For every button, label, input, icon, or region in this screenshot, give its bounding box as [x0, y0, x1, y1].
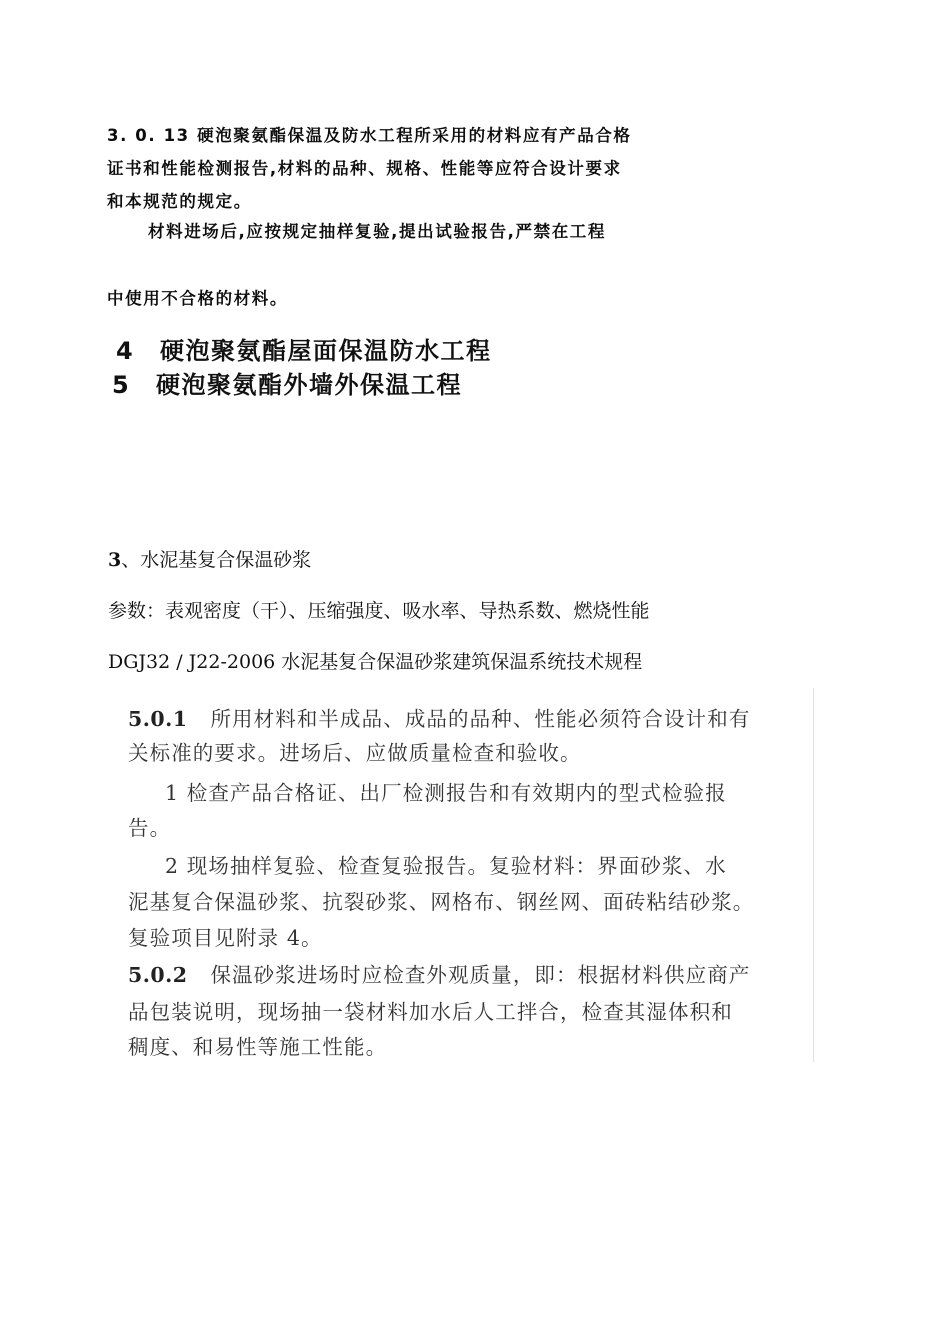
- clause-3013-line-2: 证书和性能检测报告,材料的品种、规格、性能等应符合设计要求: [107, 159, 622, 178]
- item-3-heading: [108, 545, 311, 572]
- chapter-number: 5: [112, 371, 131, 399]
- clause-3013-line-5: 中使用不合格的材料。: [107, 289, 288, 308]
- clause-3013-line-3: 和本规范的规定。: [107, 192, 252, 211]
- item-number: 3: [108, 549, 122, 571]
- clause-502-line-2: 品包装说明，现场抽一袋材料加水后人工拌合，检查其湿体积和: [128, 1000, 733, 1024]
- clause-501-number: 5.0.1: [128, 707, 188, 731]
- clause-501-line-1: [128, 702, 750, 732]
- chapter-title: 硬泡聚氨酯屋面保温防水工程: [160, 337, 492, 365]
- item-3-params: 参数：表观密度（干）、压缩强度、吸水率、导热系数、燃烧性能: [108, 600, 650, 622]
- chapter-title: 硬泡聚氨酯外墙外保温工程: [156, 371, 462, 399]
- clause-501-line-7: 复验项目见附录 4。: [128, 926, 323, 950]
- clause-3013-line-1: 3. 0. 13 硬泡聚氨酯保温及防水工程所采用的材料应有产品合格: [107, 126, 632, 145]
- clause-502-number: 5.0.2: [128, 963, 188, 987]
- clause-501-line-2: 关标准的要求。进场后、应做质量检查和验收。: [128, 741, 582, 765]
- clause-502-line-1: [128, 958, 750, 988]
- clause-501-text: 所用材料和半成品、成品的品种、性能必须符合设计和有: [210, 707, 751, 731]
- item-title: 、水泥基复合保温砂浆: [121, 549, 312, 571]
- clause-501-line-4: 告。: [128, 816, 172, 840]
- chapter-heading-4: [116, 331, 492, 366]
- chapter-number: 4: [116, 337, 135, 365]
- chapter-heading-5: [112, 365, 462, 400]
- clause-502-text: 保温砂浆进场时应检查外观质量，即：根据材料供应商产: [210, 963, 751, 987]
- item-3-standard: DGJ32 / J22-2006 水泥基复合保温砂浆建筑保温系统技术规程: [108, 651, 643, 673]
- clause-502-line-3: 稠度、和易性等施工性能。: [128, 1035, 388, 1059]
- clause-501-line-3: 1 检查产品合格证、出厂检测报告和有效期内的型式检验报: [165, 781, 727, 805]
- clause-501-line-5: 2 现场抽样复验、检查复验报告。复验材料：界面砂浆、水: [165, 854, 727, 878]
- clause-501-line-6: 泥基复合保温砂浆、抗裂砂浆、网格布、钢丝网、面砖粘结砂浆。: [128, 890, 755, 914]
- clause-3013-line-4: 材料进场后,应按规定抽样复验,提出试验报告,严禁在工程: [148, 222, 607, 241]
